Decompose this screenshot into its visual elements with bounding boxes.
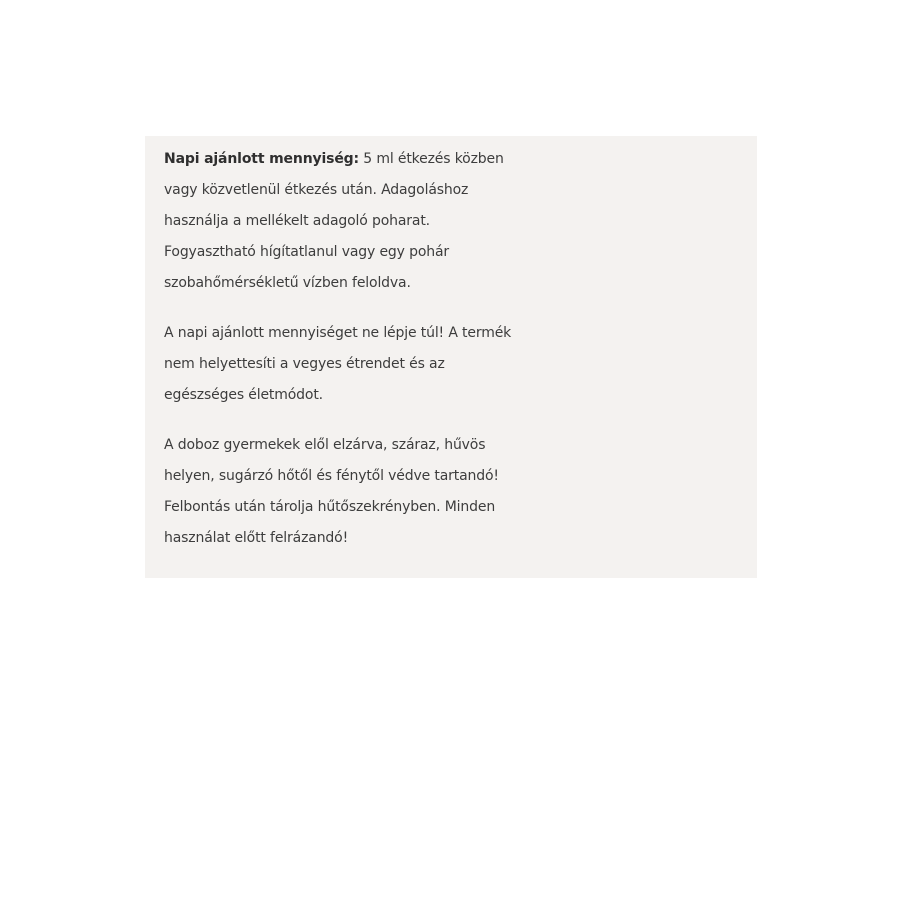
warning-line-3: egészséges életmódot. [164, 387, 323, 403]
dosage-paragraph [164, 144, 757, 299]
dosage-line-3: használja a mellékelt adagoló poharat. [164, 213, 430, 229]
dosage-line-4: Fogyasztható hígítatlanul vagy egy pohár [164, 244, 449, 260]
warning-line-1: A napi ajánlott mennyiséget ne lépje túl! A termék [164, 325, 512, 341]
dosage-line-5: szobahőmérsékletű vízben feloldva. [164, 275, 411, 291]
warning-paragraph [164, 318, 757, 411]
dosage-line-2: vagy közvetlenül étkezés után. Adagoláshoz [164, 182, 469, 198]
storage-paragraph [164, 430, 757, 554]
dosage-line-1 [164, 144, 757, 175]
storage-line-3: Felbontás után tárolja hűtőszekrényben. Minden [164, 499, 496, 515]
product-info-box [145, 136, 757, 578]
storage-line-1: A doboz gyermekek elől elzárva, száraz, hűvös [164, 437, 486, 453]
dosage-label: Napi ajánlott mennyiség: [164, 151, 359, 167]
storage-line-2: helyen, sugárzó hőtől és fénytől védve tartandó! [164, 468, 499, 484]
storage-line-4: használat előtt felrázandó! [164, 530, 349, 546]
dosage-text: 5 ml étkezés közben [358, 151, 504, 167]
warning-line-2: nem helyettesíti a vegyes étrendet és az [164, 356, 445, 372]
